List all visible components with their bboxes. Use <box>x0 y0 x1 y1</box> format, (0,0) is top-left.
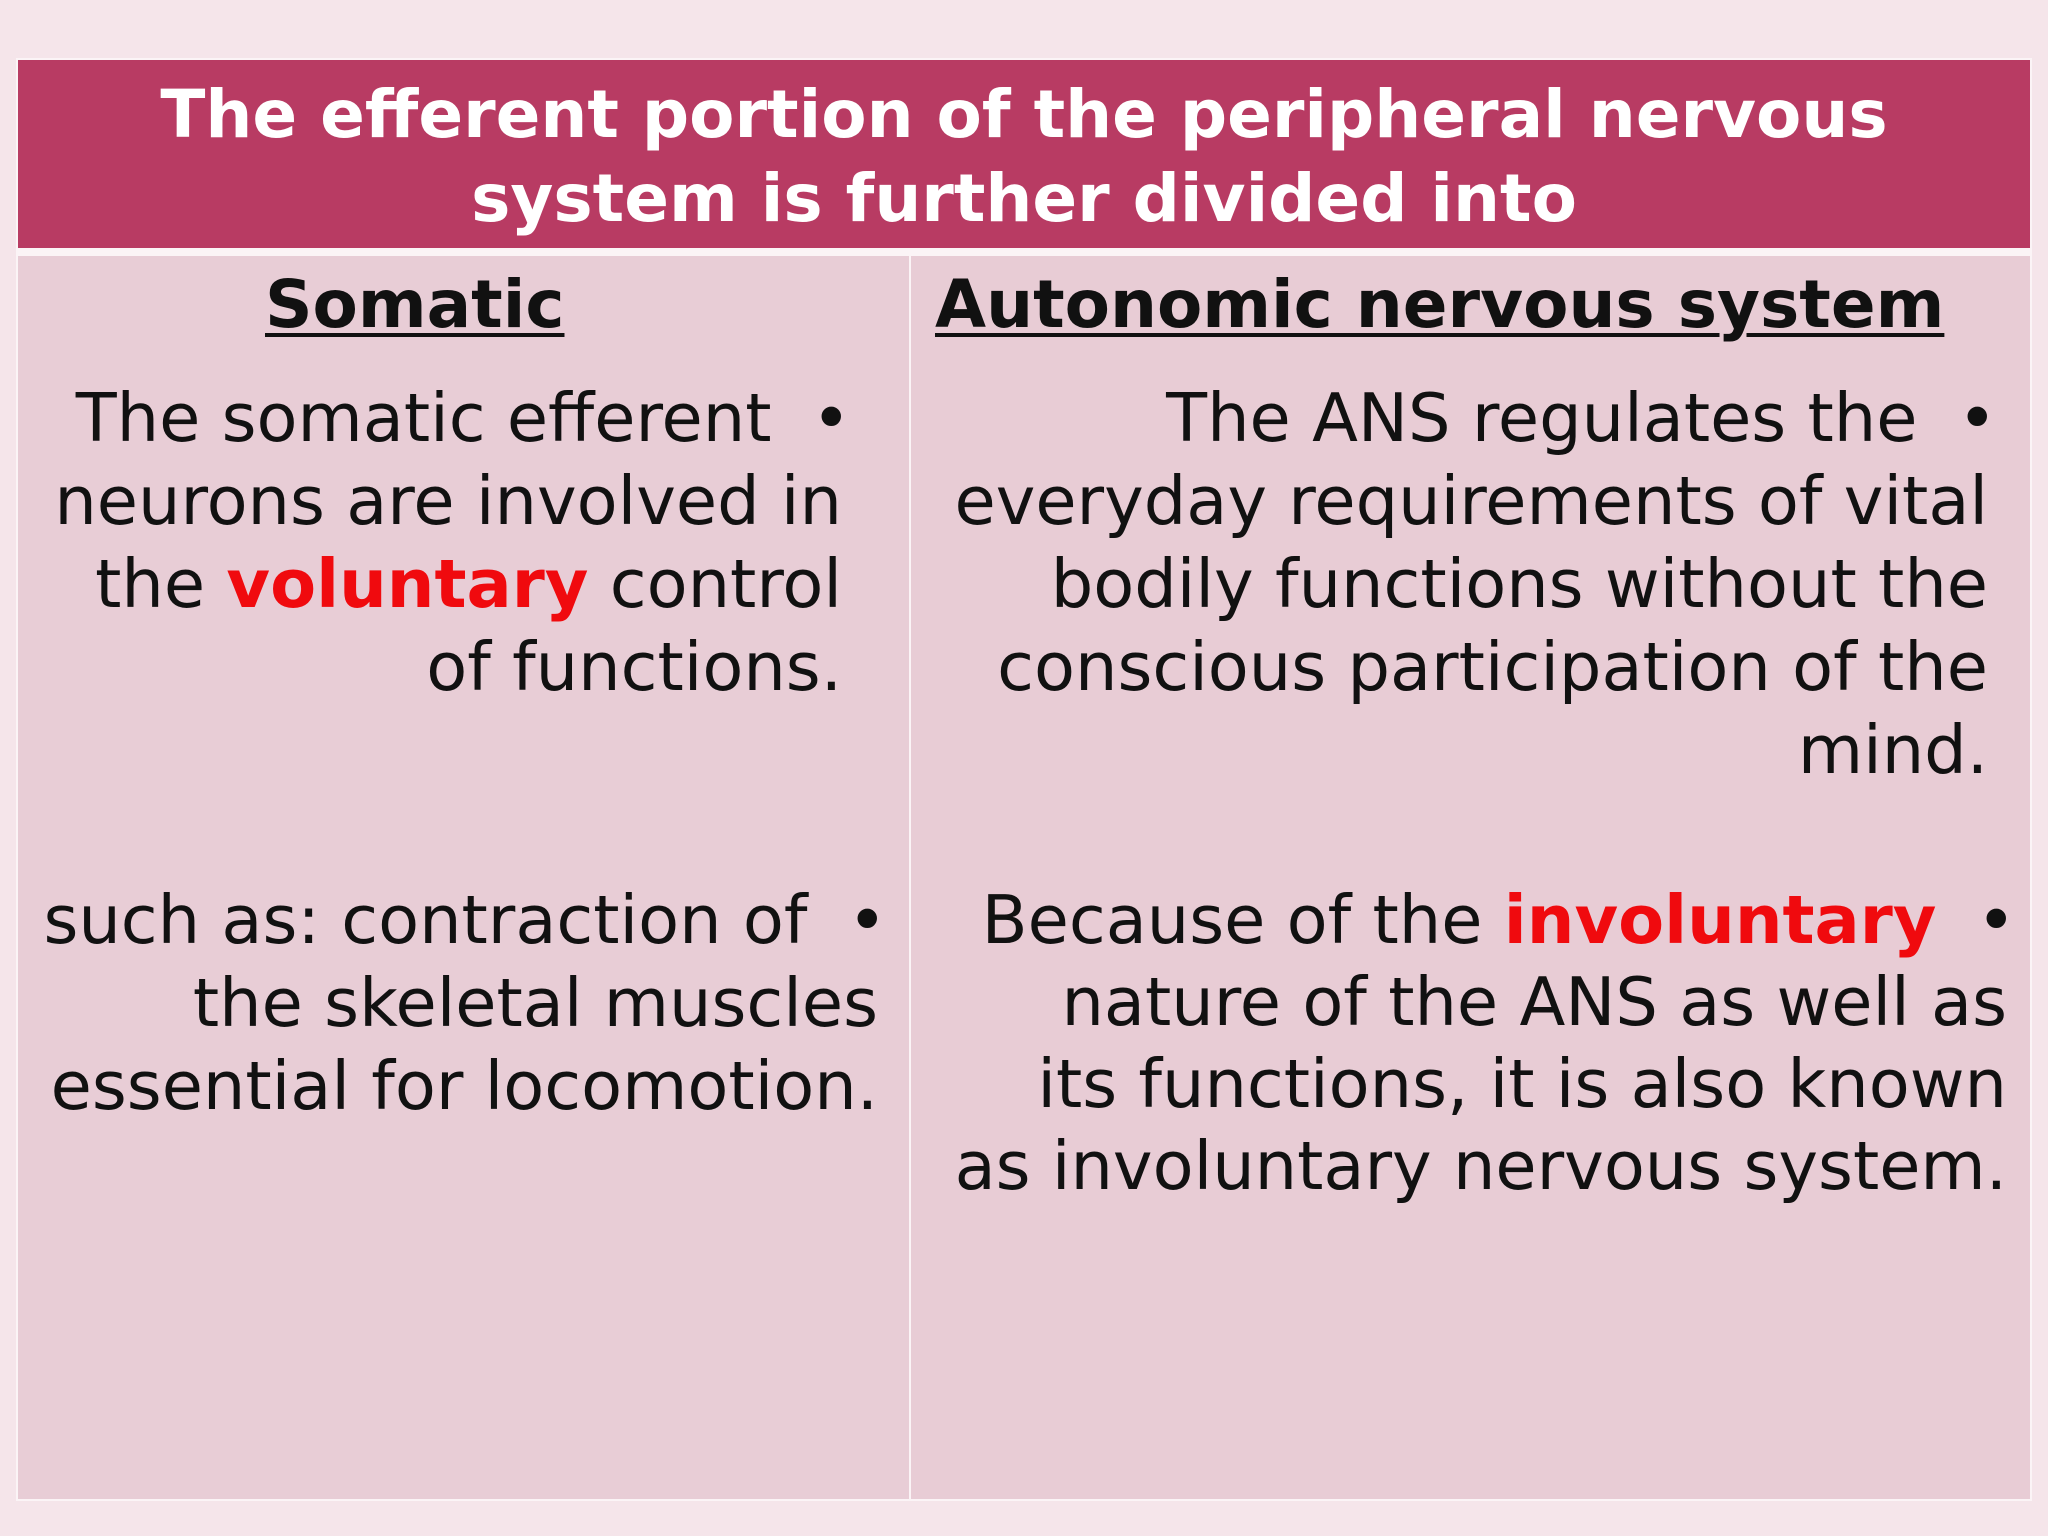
line-text: Because of the <box>981 881 1504 959</box>
autonomic-point-2-line-2: nature of the ANS as well as <box>1061 963 2007 1041</box>
somatic-point-2-line-2: the skeletal muscles <box>192 964 878 1042</box>
line-text: control <box>588 545 842 623</box>
line-text: the <box>95 545 227 623</box>
somatic-point-2-line-3: essential for locomotion. <box>50 1047 878 1125</box>
bullet-icon: • <box>1957 379 1997 457</box>
autonomic-point-1-line-3: bodily functions without the <box>1050 545 1988 623</box>
autonomic-point-2-line-4: as involuntary nervous system. <box>954 1127 2007 1205</box>
comparison-table <box>16 58 2032 1501</box>
autonomic-point-1-line-4: conscious participation of the <box>997 628 1988 706</box>
bullet-icon: • <box>811 379 851 457</box>
somatic-point-1-line-3 <box>54 543 842 626</box>
somatic-point-2-line-1 <box>43 879 887 962</box>
somatic-heading: Somatic <box>265 266 565 343</box>
autonomic-point-2-line-1 <box>955 879 2016 961</box>
title-line-2: system is further divided into <box>471 160 1577 237</box>
title-line-1: The efferent portion of the peripheral nervous <box>160 76 1888 153</box>
somatic-point-2 <box>43 879 887 1128</box>
autonomic-point-2-line-3: its functions, it is also known <box>1037 1045 2007 1123</box>
autonomic-point-1-line-1 <box>954 377 1997 460</box>
line-text: such as: contraction of <box>43 881 808 959</box>
autonomic-point-1-line-5: mind. <box>1797 711 1988 789</box>
autonomic-point-1-line-2: everyday requirements of vital <box>954 462 1988 540</box>
line-text: The somatic efferent <box>75 379 772 457</box>
autonomic-point-2 <box>954 879 2016 1207</box>
autonomic-heading: Autonomic nervous system <box>935 266 1945 343</box>
somatic-point-1-line-1 <box>54 377 851 460</box>
line-text: The ANS regulates the <box>1166 379 1918 457</box>
highlight-involuntary: involuntary <box>1503 881 1937 959</box>
somatic-point-1-line-2: neurons are involved in <box>54 462 842 540</box>
somatic-column <box>18 256 909 1499</box>
somatic-point-1 <box>54 377 851 709</box>
bullet-icon: • <box>1976 881 2016 959</box>
autonomic-column <box>911 256 2030 1499</box>
bullet-icon: • <box>847 881 887 959</box>
autonomic-point-1 <box>954 377 1997 792</box>
highlight-voluntary: voluntary <box>226 545 589 623</box>
slide-title <box>18 73 2030 241</box>
title-banner <box>18 60 2030 248</box>
somatic-point-1-line-4: of functions. <box>426 628 842 706</box>
